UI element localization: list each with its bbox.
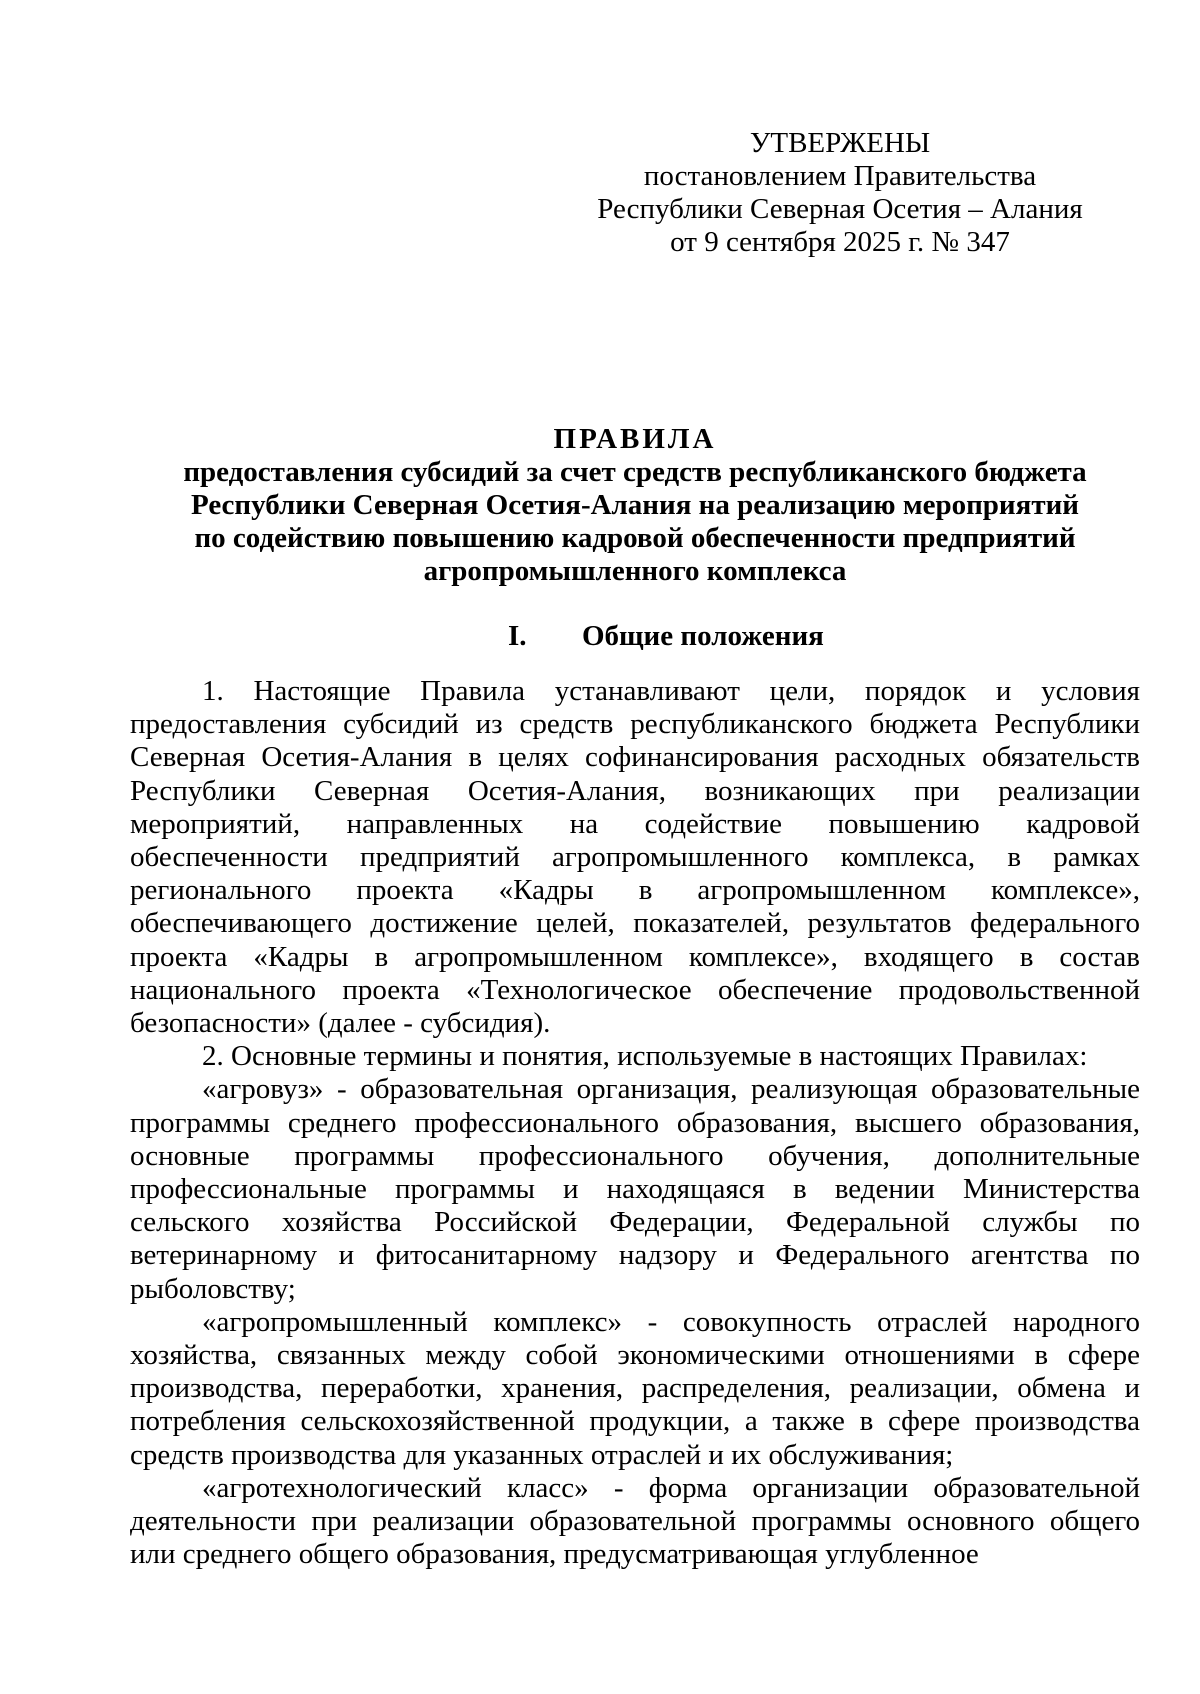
title-main: ПРАВИЛА bbox=[553, 423, 717, 455]
section-number: I. bbox=[508, 620, 527, 652]
paragraph-2: 2. Основные термины и понятия, используемые в настоящих Правилах: bbox=[202, 1040, 1088, 1073]
title-line-4: агропромышленного комплекса bbox=[423, 555, 847, 587]
document-body bbox=[130, 675, 1140, 1571]
title-line-3: по содействию повышению кадровой обеспеченности предприятий bbox=[194, 522, 1076, 554]
paragraph-agro-complex: «агропромышленный комплекс» - совокупность отраслей народного хозяйства, связанных между собой экономическими отношениями в сфере производства, переработки, хранения, распределения, реализации, обмена и потребления сельскохозяйственной продукции, а также в сфере производства средств производства для указанных отраслей и их обслуживания; bbox=[130, 1305, 1140, 1471]
document-title bbox=[130, 423, 1140, 588]
title-line-2: Республики Северная Осетия-Алания на реализацию мероприятий bbox=[190, 489, 1079, 521]
approval-line-republic: Республики Северная Осетия – Алания bbox=[597, 193, 1083, 225]
approval-heading: УТВЕРЖЕНЫ bbox=[749, 127, 931, 159]
paragraph-agrotech-class: «агротехнологический класс» - форма организации образовательной деятельности при реализации образовательной программы основного общего или среднего общего образования, предусматривающая углубленное bbox=[130, 1471, 1140, 1571]
approval-line-date: от 9 сентября 2025 г. № 347 bbox=[670, 226, 1010, 258]
paragraph-agrovuz: «агровуз» - образовательная организация, реализующая образовательные программы среднего профессионального образования, высшего образования, основные программы профессионального обучения, дополнительные профессиональные программы и находящаяся в ведении Министерства сельского хозяйства Российской Федерации, Федеральной службы по ветеринарному и фитосанитарному надзору и Федерального агентства по рыболовству; bbox=[130, 1073, 1140, 1305]
section-title: Общие положения bbox=[582, 620, 824, 652]
approval-stamp bbox=[560, 127, 1120, 259]
paragraph-1: 1. Настоящие Правила устанавливают цели, порядок и условия предоставления субсидий из средств республиканского бюджета Республики Северная Осетия-Алания в целях софинансирования расходных обязательств Республики Северная Осетия-Алания, возникающих при реализации мероприятий, направленных на содействие повышению кадровой обеспеченности предприятий агропромышленного комплекса, в рамках регионального проекта «Кадры в агропромышленном комплексе», обеспечивающего достижение целей, показателей, результатов федерального проекта «Кадры в агропромышленном комплексе», входящего в состав национального проекта «Технологическое обеспечение продовольственной безопасности» (далее - субсидия). bbox=[130, 675, 1140, 1040]
approval-line-resolution: постановлением Правительства bbox=[643, 160, 1037, 192]
title-line-1: предоставления субсидий за счет средств республиканского бюджета bbox=[183, 456, 1087, 488]
